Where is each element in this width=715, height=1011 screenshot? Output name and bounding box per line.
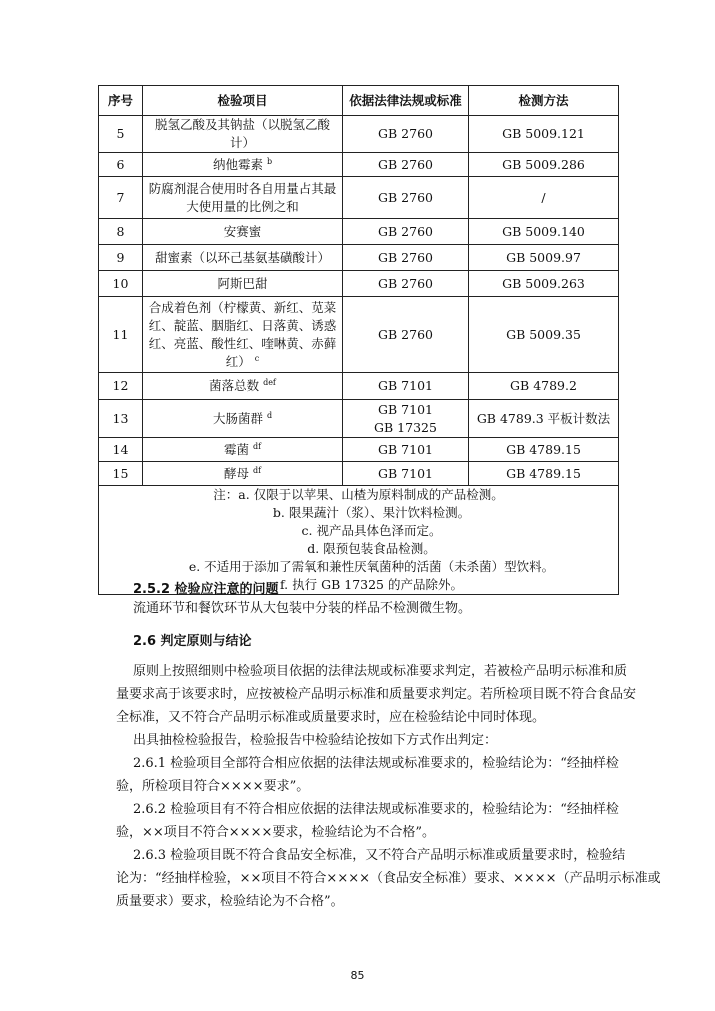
footnote-marker: df [252, 441, 262, 451]
row-item-text: 大肠菌群 [212, 410, 263, 426]
row-no: 11 [99, 297, 143, 373]
header-item: 检验项目 [143, 86, 343, 116]
paragraph-line: 论为：“经抽样检验，××项目不符合××××（食品安全标准）要求、××××（产品明示标准或 [116, 871, 661, 886]
footnote-marker: df [252, 465, 262, 475]
section-heading-2-6: 2.6 判定原则与结论 [133, 634, 252, 649]
header-standard: 依据法律法规或标准 [343, 86, 469, 116]
table-row [99, 245, 619, 271]
clause-2-6-1 [116, 752, 620, 798]
row-standard: GB 2760 [343, 245, 469, 271]
row-standard: GB 2760 [343, 297, 469, 373]
table-header-row [99, 86, 619, 116]
row-no: 12 [99, 373, 143, 400]
row-method: GB 5009.286 [469, 153, 619, 177]
row-method: GB 5009.97 [469, 245, 619, 271]
row-no: 13 [99, 400, 143, 438]
table-row [99, 219, 619, 245]
row-item-text: 纳他霉素 [212, 156, 263, 172]
standard-line: GB 7101 [378, 401, 433, 417]
row-no: 9 [99, 245, 143, 271]
row-no: 6 [99, 153, 143, 177]
paragraph-line: 2.6.3 检验项目既不符合食品安全标准，又不符合产品明示标准或质量要求时，检验结 [133, 848, 626, 863]
row-standard: GB 7101 [343, 438, 469, 462]
row-standard: GB 2760 [343, 116, 469, 153]
paragraph-line: 验，所检项目符合××××要求”。 [116, 779, 310, 794]
clause-2-6-3 [116, 844, 661, 913]
paragraph-line: 质量要求）要求，检验结论为不合格”。 [116, 894, 344, 909]
table-row [99, 297, 619, 373]
paragraph-line: 出具抽检检验报告，检验报告中检验结论按如下方式作出判定： [133, 733, 498, 748]
note-e: e. 不适用于添加了需氧和兼性厌氧菌种的活菌（未杀菌）型饮料。 [188, 559, 555, 574]
row-item-text: 防腐剂混合使用时各自用量占其最大使用量的比例之和 [148, 180, 337, 214]
row-item [143, 438, 343, 462]
row-standard: GB 2760 [343, 219, 469, 245]
section-heading-2-5-2: 2.5.2 检验应注意的问题 [133, 582, 279, 597]
row-item [143, 177, 343, 219]
table-row [99, 271, 619, 297]
row-standard: GB 2760 [343, 153, 469, 177]
row-standard: GB 2760 [343, 271, 469, 297]
note-line [103, 486, 614, 504]
row-item [143, 400, 343, 438]
header-no: 序号 [99, 86, 143, 116]
footnote-marker: d [266, 410, 273, 420]
notes-prefix: 注： [213, 487, 239, 502]
table-row [99, 153, 619, 177]
row-item [143, 153, 343, 177]
paragraph-line: 2.6.2 检验项目有不符合相应依据的法律法规或标准要求的，检验结论为：“经抽样检 [133, 802, 619, 817]
paragraph-line: 原则上按照细则中检验项目依据的法律法规或标准要求判定，若被检产品明示标准和质 [133, 664, 628, 679]
row-method: / [469, 177, 619, 219]
table-row [99, 462, 619, 486]
row-item-text: 安赛蜜 [223, 223, 262, 239]
row-no: 5 [99, 116, 143, 153]
note-f: f. 执行 GB 17325 的产品除外。 [280, 577, 463, 592]
row-no: 8 [99, 219, 143, 245]
row-method: GB 4789.3 平板计数法 [469, 400, 619, 438]
section-2-6-paragraph-2 [116, 729, 620, 752]
row-item [143, 297, 343, 373]
paragraph-line: 全标准，又不符合产品明示标准或质量要求时，应在检验结论中同时体现。 [116, 710, 546, 725]
section-2-5-2-text: 流通环节和餐饮环节从大包装中分装的样品不检测微生物。 [133, 601, 472, 616]
inspection-items-table [98, 85, 619, 595]
footnote-marker: b [266, 156, 273, 166]
row-item [143, 462, 343, 486]
row-item [143, 373, 343, 400]
row-item-text: 甜蜜素（以环己基氨基磺酸计） [154, 249, 330, 265]
row-method: GB 5009.140 [469, 219, 619, 245]
row-standard [343, 400, 469, 438]
clause-2-6-2 [116, 798, 620, 844]
note-d: d. 限预包装食品检测。 [307, 541, 436, 556]
note-a: a. 仅限于以苹果、山楂为原料制成的产品检测。 [238, 487, 504, 502]
row-method: GB 5009.121 [469, 116, 619, 153]
row-no: 15 [99, 462, 143, 486]
row-item-text: 阿斯巴甜 [217, 275, 268, 291]
row-item-text: 合成着色剂（柠檬黄、新红、苋菜红、靛蓝、胭脂红、日落黄、诱惑红、亮蓝、酸性红、喹啉黄、赤藓红） [148, 299, 337, 369]
standard-line: GB 17325 [374, 419, 437, 435]
row-item [143, 245, 343, 271]
row-item [143, 219, 343, 245]
row-no: 10 [99, 271, 143, 297]
row-standard: GB 7101 [343, 373, 469, 400]
row-standard: GB 7101 [343, 462, 469, 486]
paragraph-line: 量要求高于该要求时，应按被检产品明示标准和质量要求判定。若所检项目既不符合食品安 [116, 687, 637, 702]
row-item [143, 116, 343, 153]
paragraph-line: 验，××项目不符合××××要求，检验结论为不合格”。 [116, 825, 436, 840]
page-number: 85 [350, 969, 365, 982]
row-no: 7 [99, 177, 143, 219]
footnote-marker: c [254, 353, 260, 363]
note-b: b. 限果蔬汁（浆）、果汁饮料检测。 [272, 505, 471, 520]
row-item-text: 酵母 [223, 465, 249, 481]
note-c: c. 视产品具体色泽而定。 [301, 523, 442, 538]
row-standard: GB 2760 [343, 177, 469, 219]
row-method: GB 4789.15 [469, 462, 619, 486]
footnote-marker: def [263, 378, 276, 387]
row-item-text: 霉菌 [223, 441, 249, 457]
row-item-text: 菌落总数 [209, 378, 260, 393]
section-2-6-paragraph-1 [116, 660, 637, 729]
row-no: 14 [99, 438, 143, 462]
table-row [99, 373, 619, 400]
row-item [143, 271, 343, 297]
table-row [99, 177, 619, 219]
table-row [99, 116, 619, 153]
row-method: GB 4789.15 [469, 438, 619, 462]
row-method: GB 5009.263 [469, 271, 619, 297]
table-row [99, 400, 619, 438]
row-method: GB 4789.2 [469, 373, 619, 400]
row-method: GB 5009.35 [469, 297, 619, 373]
paragraph-line: 2.6.1 检验项目全部符合相应依据的法律法规或标准要求的，检验结论为：“经抽样检 [133, 756, 619, 771]
header-method: 检测方法 [469, 86, 619, 116]
row-item-text: 脱氢乙酸及其钠盐（以脱氢乙酸计） [154, 117, 330, 150]
table-row [99, 438, 619, 462]
